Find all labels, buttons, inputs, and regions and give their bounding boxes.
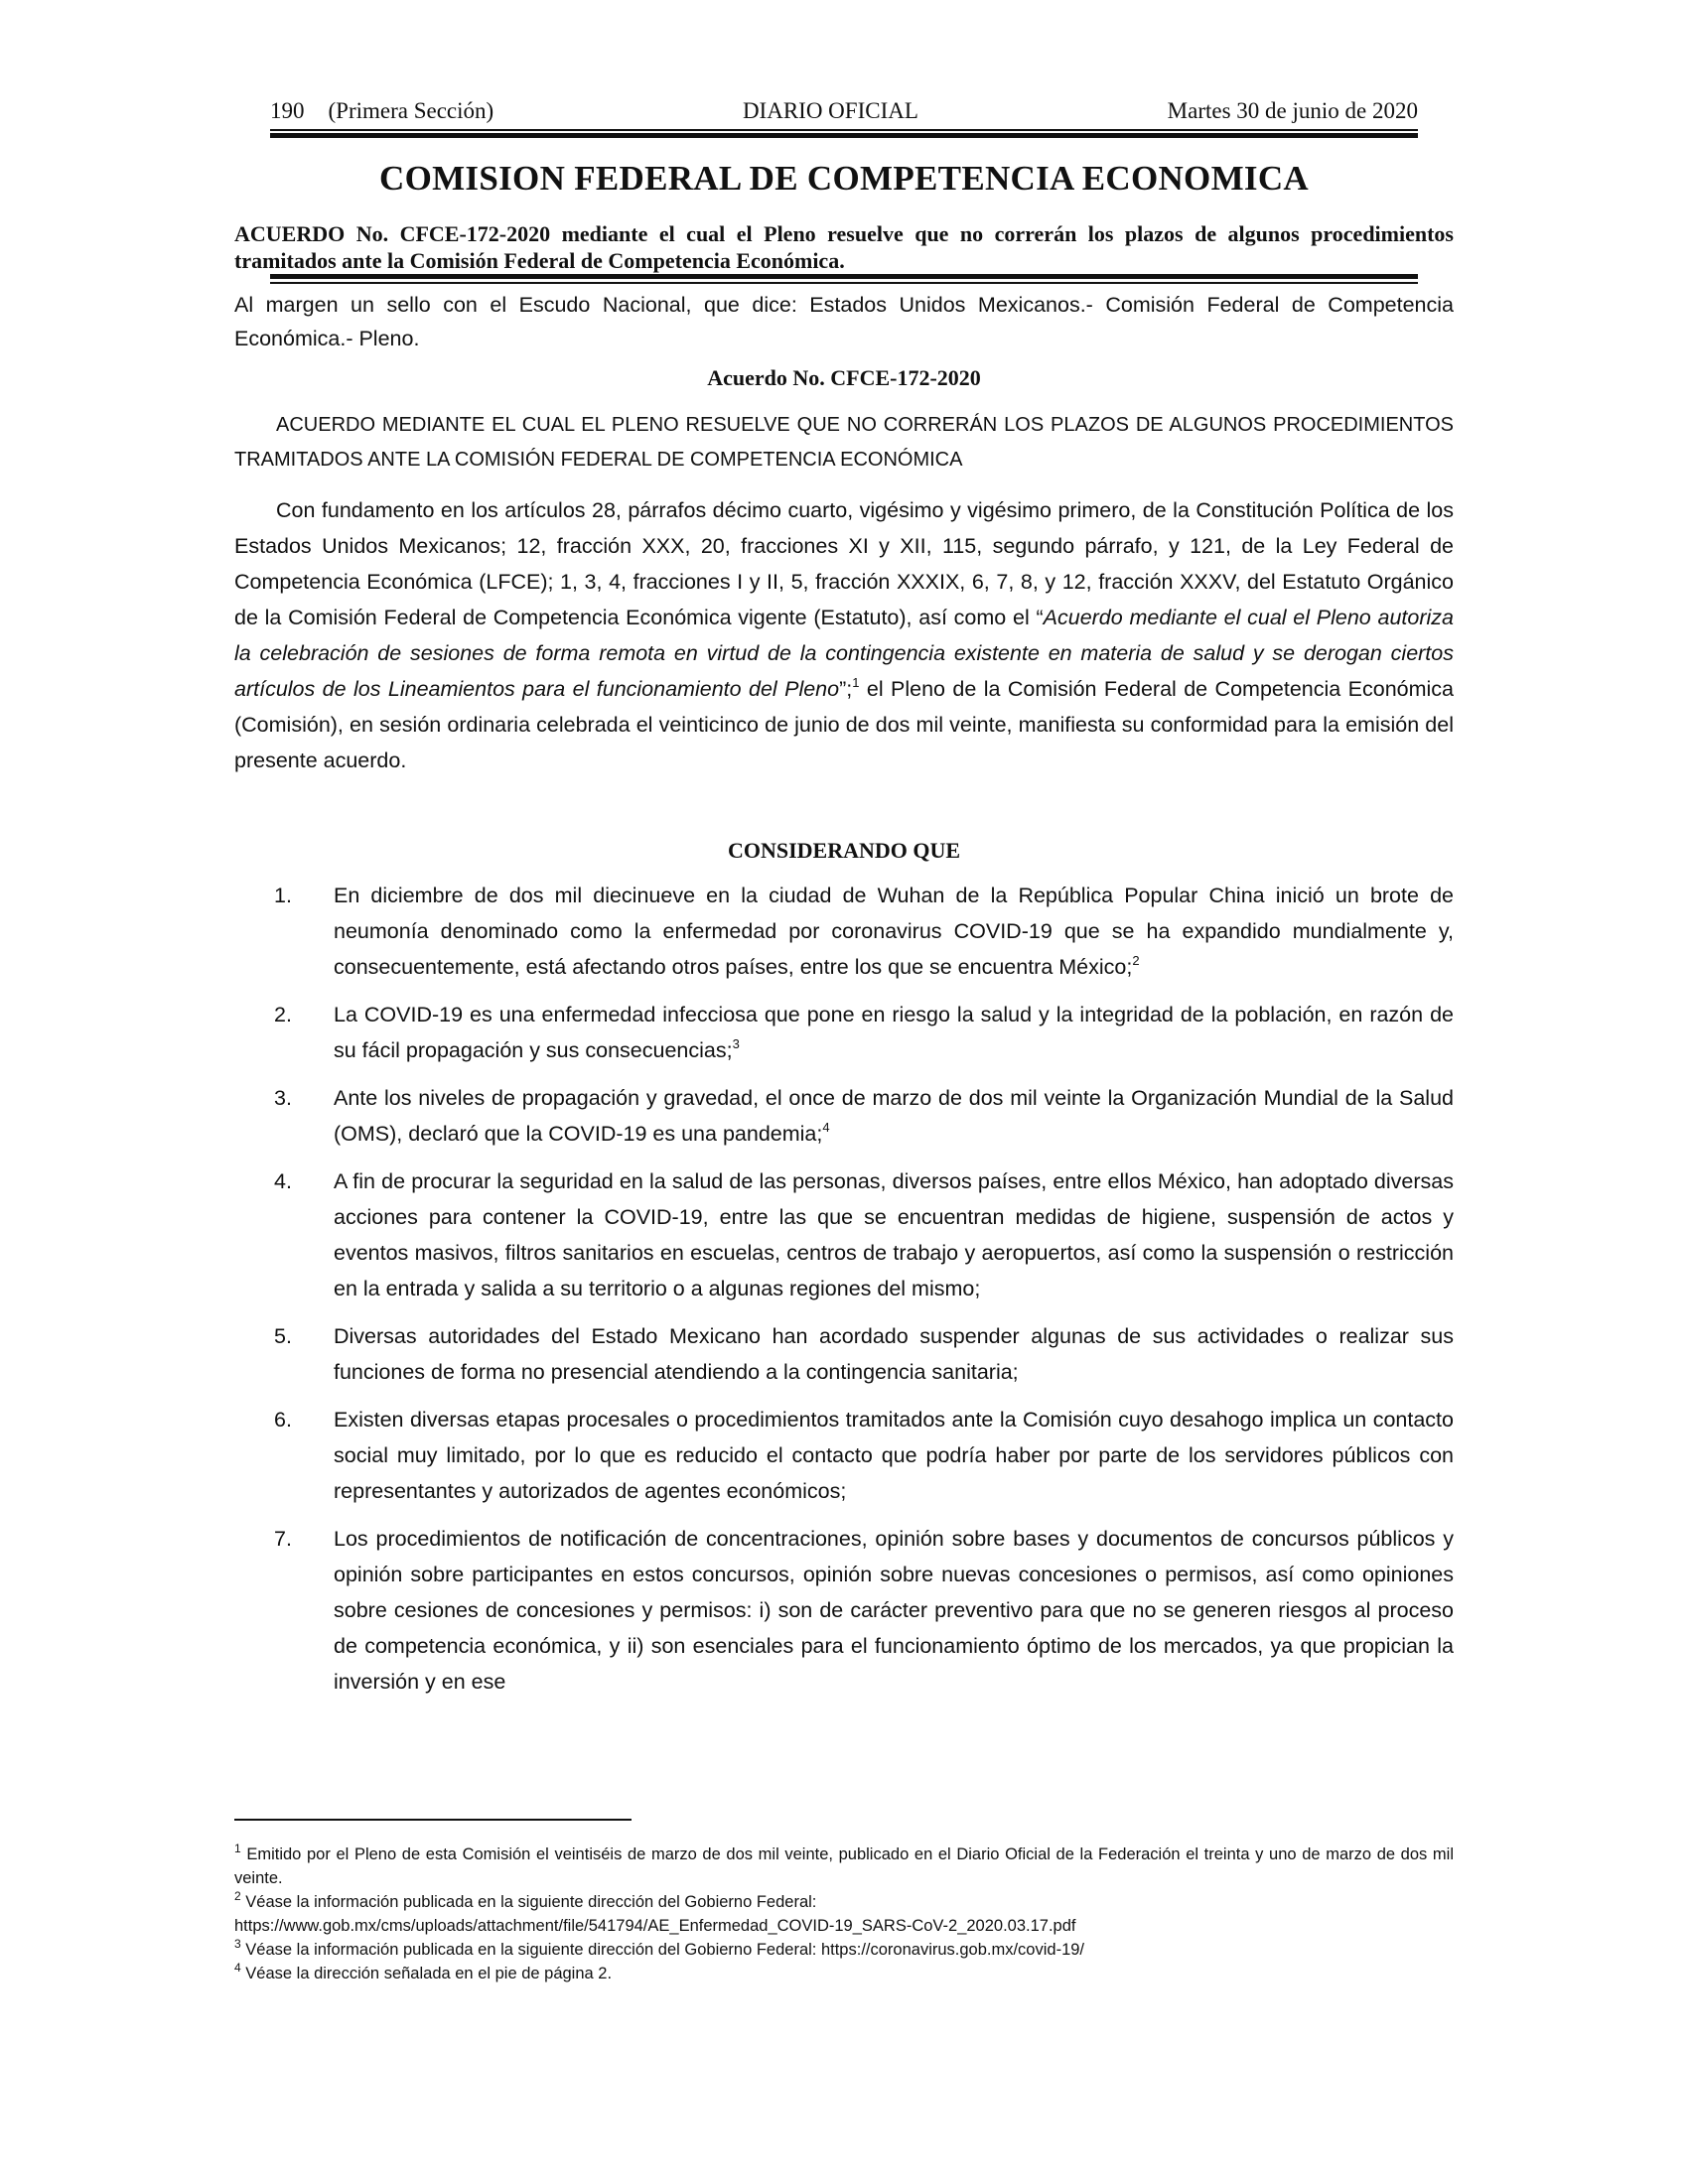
item-number: 7. xyxy=(274,1527,292,1551)
footnote-ref: 2 xyxy=(1132,953,1140,968)
intro-text-2: ”; xyxy=(839,677,853,701)
footnote-text: Emitido por el Pleno de esta Comisión el veintiséis de marzo de dos mil veinte, publicado en el Diario Oficial de la Federación el treinta y uno de marzo de dos mil veinte. xyxy=(234,1845,1454,1887)
footnote-url: https://www.gob.mx/cms/uploads/attachment/file/541794/AE_Enfermedad_COVID-19_SARS-CoV-2_2020.03.17.pdf xyxy=(234,1917,1076,1935)
footnote-number: 1 xyxy=(234,1842,241,1855)
footnote-text: Véase la información publicada en la siguiente dirección del Gobierno Federal: https://coronavirus.gob.mx/covid-19/ xyxy=(245,1941,1085,1959)
footnote-text: Véase la dirección señalada en el pie de página 2. xyxy=(245,1965,613,1982)
intro-italic-title: Acuerdo mediante el cual el Pleno autoriza la celebración de sesiones de forma remota en virtud de la contingencia existente en materia de salud y se derogan ciertos artículos de los Lineamientos para el funcionamiento del Pleno xyxy=(234,606,1454,701)
footnote xyxy=(234,1938,1454,1962)
intro-text-1: Con fundamento en los artículos 28, párrafos décimo cuarto, vigésimo y vigésimo primero, de la Constitución Política de los Estados Unidos Mexicanos; 12, fracción XXX, 20, fracciones XI y XII, 115, segundo párrafo, y 121, de la Ley Federal de Competencia Económica (LFCE); 1, 3, 4, fracciones I y II, 5, fracción XXXIX, 6, 7, 8, y 12, fracción XXXV, del Estatuto Orgánico de la Comisión Federal de Competencia Económica vigente (Estatuto), así como el “ xyxy=(234,498,1454,629)
intro-paragraph xyxy=(234,492,1454,778)
section-label: (Primera Sección) xyxy=(328,98,494,123)
section-title: COMISION FEDERAL DE COMPETENCIA ECONOMICA xyxy=(379,159,1309,198)
title-rule-thick xyxy=(270,274,1418,279)
publication-name: DIARIO OFICIAL xyxy=(742,98,918,123)
item-number: 2. xyxy=(274,1003,292,1026)
footnotes xyxy=(234,1843,1454,1985)
footnote-text: Véase la información publicada en la siguiente dirección del Gobierno Federal: xyxy=(245,1893,817,1911)
publication-date: Martes 30 de junio de 2020 xyxy=(1167,98,1418,123)
item-text: Los procedimientos de notificación de concentraciones, opinión sobre bases y documentos de concursos públicos y opinión sobre participantes en estos concursos, opinión sobre nuevas concesiones o permisos, así como opiniones sobre cesiones de concesiones y permisos: i) son de carácter preventivo para que no se generen riesgos al proceso de competencia económica, y ii) son esenciales para el funcionamiento óptimo de los mercados, ya que propician la inversión y en ese xyxy=(334,1527,1454,1694)
item-text: Existen diversas etapas procesales o procedimientos tramitados ante la Comisión cuyo desahogo implica un contacto social muy limitado, por lo que es reducido el contacto que podría haber por parte de los servidores públicos con representantes y autorizados de agentes económicos; xyxy=(334,1408,1454,1503)
footnote-number: 3 xyxy=(234,1937,241,1951)
footnote-ref: 1 xyxy=(852,675,860,690)
acuerdo-title: ACUERDO No. CFCE-172-2020 mediante el cual el Pleno resuelve que no correrán los plazos de algunos procedimientos tramitados ante la Comisión Federal de Competencia Económica. xyxy=(234,221,1454,273)
header-left xyxy=(270,97,493,125)
acuerdo-number: Acuerdo No. CFCE-172-2020 xyxy=(707,365,981,390)
item-text: La COVID-19 es una enfermedad infecciosa que pone en riesgo la salud y la integridad de la población, en razón de su fácil propagación y sus consecuencias; xyxy=(334,1003,1454,1062)
considerando-heading: CONSIDERANDO QUE xyxy=(727,838,961,863)
item-text: Diversas autoridades del Estado Mexicano han acordado suspender algunas de sus actividades o realizar sus funciones de forma no presencial atendiendo a la contingencia sanitaria; xyxy=(334,1324,1454,1384)
item-text: En diciembre de dos mil diecinueve en la ciudad de Wuhan de la República Popular China inició un brote de neumonía denominado como la enfermedad por coronavirus COVID-19 que se ha expandido mundialmente y, consecuentemente, está afectando otros países, entre los que se encuentra México; xyxy=(334,884,1454,979)
footnote-ref: 4 xyxy=(822,1120,830,1135)
item-number: 5. xyxy=(274,1324,292,1348)
footnote-ref: 3 xyxy=(732,1036,740,1051)
page-number: 190 xyxy=(270,98,305,123)
list-item xyxy=(234,1163,1454,1306)
item-number: 3. xyxy=(274,1086,292,1110)
footnote-number: 2 xyxy=(234,1889,241,1903)
considerando-list xyxy=(234,878,1454,1711)
footnote xyxy=(234,1962,1454,1985)
intro-text-3: el Pleno de la Comisión Federal de Competencia Económica (Comisión), en sesión ordinaria celebrada el veinticinco de junio de dos mil veinte, manifiesta su conformidad para la emisión del presente acuerdo. xyxy=(234,677,1454,772)
list-item xyxy=(234,1521,1454,1700)
list-item xyxy=(234,878,1454,985)
list-item xyxy=(234,1402,1454,1509)
title-rule-thin xyxy=(270,282,1418,284)
list-item xyxy=(234,1318,1454,1390)
list-item xyxy=(234,1080,1454,1152)
list-item xyxy=(234,997,1454,1068)
header-rule-thick xyxy=(270,133,1418,138)
item-text: A fin de procurar la seguridad en la salud de las personas, diversos países, entre ellos México, han adoptado diversas acciones para contener la COVID-19, entre las que se encuentran medidas de higiene, suspensión de actos y eventos masivos, filtros sanitarios en escuelas, centros de trabajo y aeropuertos, así como la suspensión o restricción en la entrada y salida a su territorio o a algunas regiones del mismo; xyxy=(334,1169,1454,1300)
footnote xyxy=(234,1843,1454,1890)
footnote-number: 4 xyxy=(234,1961,241,1975)
item-text: Ante los niveles de propagación y gravedad, el once de marzo de dos mil veinte la Organización Mundial de la Salud (OMS), declaró que la COVID-19 es una pandemia; xyxy=(334,1086,1454,1146)
item-number: 6. xyxy=(274,1408,292,1432)
footnote xyxy=(234,1890,1454,1938)
footnote-separator xyxy=(234,1819,632,1821)
item-number: 4. xyxy=(274,1169,292,1193)
header-rule-thin xyxy=(270,129,1418,131)
page-header xyxy=(270,97,1418,125)
item-number: 1. xyxy=(274,884,292,907)
caps-title: ACUERDO MEDIANTE EL CUAL EL PLENO RESUELVE QUE NO CORRERÁN LOS PLAZOS DE ALGUNOS PROCEDIMIENTOS TRAMITADOS ANTE LA COMISIÓN FEDERAL DE COMPETENCIA ECONÓMICA xyxy=(234,414,1454,471)
margin-note: Al margen un sello con el Escudo Nacional, que dice: Estados Unidos Mexicanos.- Comisión Federal de Competencia Económica.- Pleno. xyxy=(234,293,1454,350)
